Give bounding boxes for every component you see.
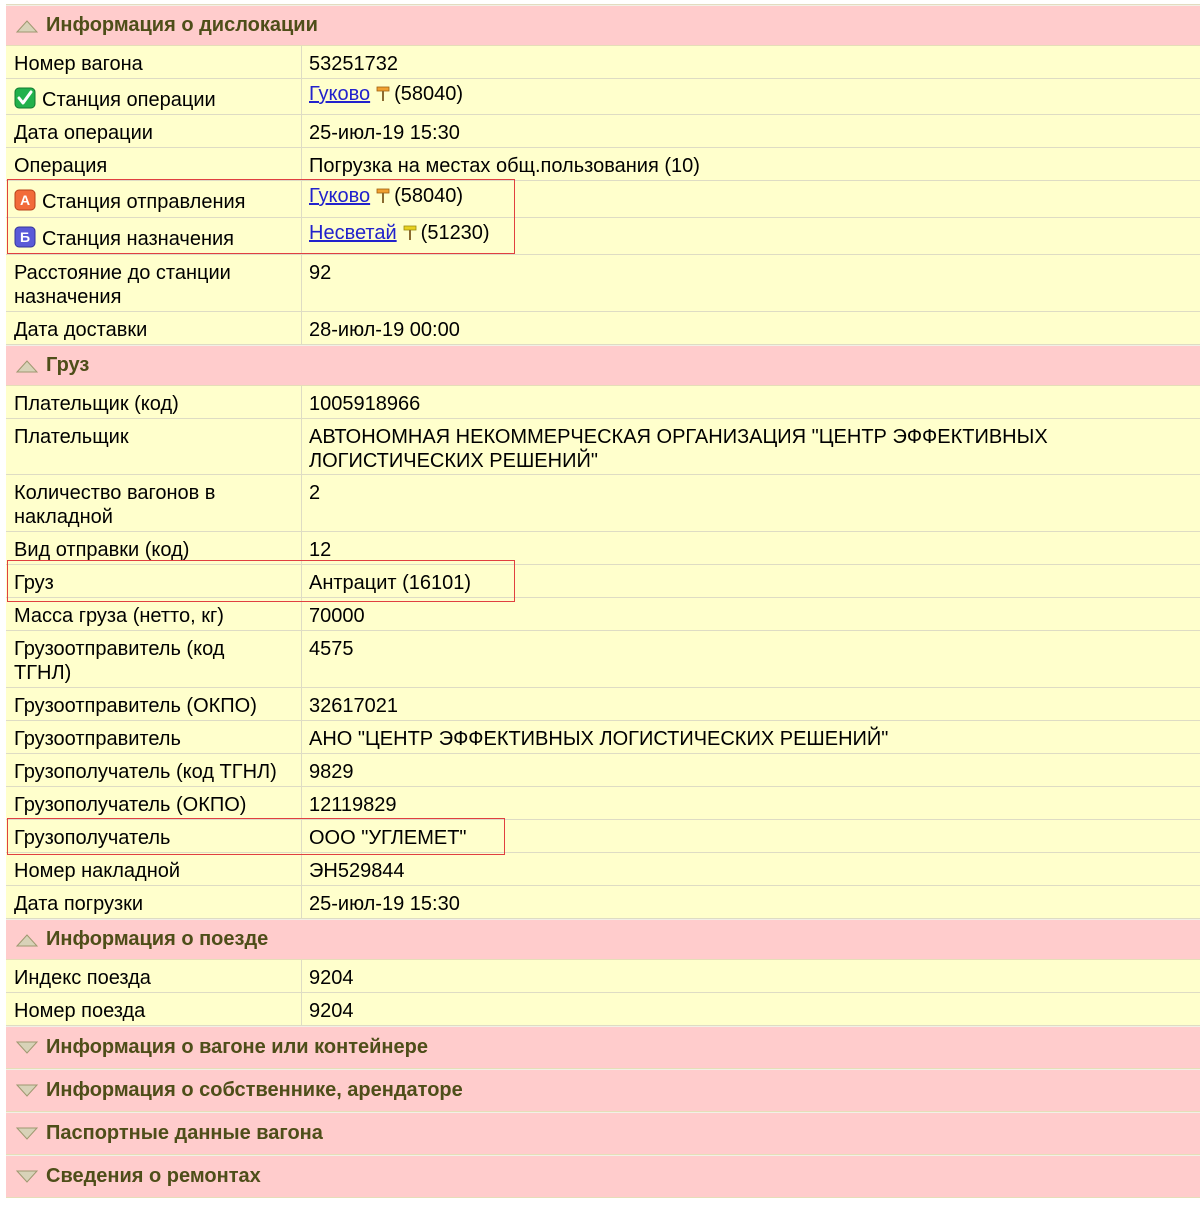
field-label-line: Расстояние до станции (14, 262, 231, 284)
field-label-with-icon (6, 218, 302, 254)
field-label (6, 631, 302, 687)
row-shipper-okpo (6, 688, 1200, 721)
section-title: Информация о собственнике, арендаторе (46, 1079, 463, 1101)
field-label: Грузоотправитель (6, 721, 302, 753)
info-panel (6, 4, 1200, 1198)
field-value (302, 218, 1200, 254)
caret-up-icon (6, 356, 46, 376)
letter-b-icon (14, 226, 36, 254)
field-label-line: Грузоотправитель (код (14, 638, 225, 660)
field-label: Индекс поезда (6, 960, 302, 992)
field-value (302, 79, 1200, 114)
row-train-index (6, 960, 1200, 993)
field-label-with-icon (6, 79, 302, 114)
field-value: 53251732 (309, 53, 398, 75)
section-title: Груз (46, 354, 90, 376)
field-value: 25-июл-19 15:30 (309, 122, 460, 144)
station-link-departure[interactable]: Гуково (309, 185, 371, 207)
field-value: Антрацит (16101) (309, 572, 472, 594)
field-value: 32617021 (309, 695, 398, 717)
row-destination-station (6, 218, 1200, 255)
row-dispatch-type (6, 532, 1200, 565)
row-distance (6, 255, 1200, 312)
field-value: 28-июл-19 00:00 (309, 319, 460, 341)
section-title: Информация о дислокации (46, 14, 318, 36)
field-label-line: назначения (14, 286, 122, 308)
field-label: Вид отправки (код) (6, 532, 302, 564)
field-label: Плательщик (код) (6, 386, 302, 418)
field-value: 92 (309, 262, 332, 284)
field-label: Номер вагона (6, 46, 302, 78)
field-value: 70000 (309, 605, 365, 627)
row-operation-station (6, 79, 1200, 115)
field-label-line: ТГНЛ) (14, 662, 72, 684)
field-label-line: накладной (14, 506, 113, 528)
field-label: Дата погрузки (6, 886, 302, 918)
letter-a-icon (14, 189, 36, 217)
section-header-owner-lessee[interactable] (6, 1069, 1200, 1112)
field-label-with-icon (6, 181, 302, 217)
row-consignee (6, 820, 1200, 853)
row-wagon-number (6, 46, 1200, 79)
field-label (6, 475, 302, 531)
field-value: АНО "ЦЕНТР ЭФФЕКТИВНЫХ ЛОГИСТИЧЕСКИХ РЕШЕНИЙ" (309, 728, 889, 750)
row-delivery-date (6, 312, 1200, 345)
field-label: Номер поезда (6, 993, 302, 1025)
field-value (302, 419, 1200, 474)
field-label: Грузополучатель (ОКПО) (6, 787, 302, 819)
field-value: 9829 (309, 761, 354, 783)
field-value-line: АВТОНОМНАЯ НЕКОММЕРЧЕСКАЯ ОРГАНИЗАЦИЯ "ЦЕНТР ЭФФЕКТИВНЫХ (309, 426, 1048, 448)
svg-text:Б: Б (19, 229, 31, 245)
section-title: Паспортные данные вагона (46, 1122, 323, 1144)
field-value: ООО "УГЛЕМЕТ" (309, 827, 467, 849)
row-waybill-number (6, 853, 1200, 886)
field-value: 9204 (309, 1000, 354, 1022)
field-label: Дата доставки (6, 312, 302, 344)
station-link-destination[interactable]: Несветай (309, 222, 397, 244)
field-label-line: Количество вагонов в (14, 482, 216, 504)
caret-up-icon (6, 930, 46, 950)
caret-down-icon (6, 1124, 46, 1144)
row-consignee-tgnl (6, 754, 1200, 787)
row-train-number (6, 993, 1200, 1026)
field-label: Станция отправления (42, 191, 246, 213)
field-value: 25-июл-19 15:30 (309, 893, 460, 915)
map-pin-icon[interactable] (376, 186, 390, 210)
map-pin-icon[interactable] (403, 223, 417, 247)
field-label: Станция операции (42, 89, 216, 111)
field-value: 9204 (309, 967, 354, 989)
field-label: Станция назначения (42, 228, 234, 250)
row-operation-date (6, 115, 1200, 148)
row-cargo (6, 565, 1200, 598)
map-pin-icon[interactable] (376, 84, 390, 108)
field-label: Операция (6, 148, 302, 180)
field-value: 12 (309, 539, 332, 561)
field-value (302, 181, 1200, 217)
field-label (6, 255, 302, 311)
field-label: Грузополучатель (6, 820, 302, 852)
caret-down-icon (6, 1081, 46, 1101)
row-departure-station (6, 181, 1200, 218)
row-operation (6, 148, 1200, 181)
field-value: 12119829 (309, 794, 397, 816)
field-label: Грузополучатель (код ТГНЛ) (6, 754, 302, 786)
row-loading-date (6, 886, 1200, 919)
station-link-operation[interactable]: Гуково (309, 83, 371, 105)
station-code: (58040) (394, 83, 464, 105)
field-label: Грузоотправитель (ОКПО) (6, 688, 302, 720)
row-payer (6, 419, 1200, 475)
row-shipper (6, 721, 1200, 754)
field-value-line: ЛОГИСТИЧЕСКИХ РЕШЕНИЙ" (309, 450, 598, 472)
field-label: Плательщик (6, 419, 302, 474)
row-wagon-count (6, 475, 1200, 532)
station-code: (58040) (394, 185, 464, 207)
green-check-icon (14, 87, 36, 115)
section-header-train[interactable] (6, 919, 1200, 960)
svg-text:A: A (19, 192, 31, 208)
field-label: Груз (6, 565, 302, 597)
field-label: Масса груза (нетто, кг) (6, 598, 302, 630)
section-header-wagon-passport[interactable] (6, 1112, 1200, 1155)
section-title: Сведения о ремонтах (46, 1165, 261, 1187)
caret-up-icon (6, 16, 46, 36)
section-header-cargo[interactable] (6, 345, 1200, 386)
station-code: (51230) (420, 222, 490, 244)
section-title: Информация о вагоне или контейнере (46, 1036, 428, 1058)
field-value: ЭН529844 (309, 860, 405, 882)
field-value: 1005918966 (309, 393, 421, 415)
section-header-repairs[interactable] (6, 1155, 1200, 1198)
field-label: Номер накладной (6, 853, 302, 885)
field-label: Дата операции (6, 115, 302, 147)
field-value: Погрузка на местах общ.пользования (10) (309, 155, 700, 177)
caret-down-icon (6, 1038, 46, 1058)
field-value: 2 (309, 482, 321, 504)
row-consignee-okpo (6, 787, 1200, 820)
caret-down-icon (6, 1167, 46, 1187)
row-cargo-mass (6, 598, 1200, 631)
row-payer-code (6, 386, 1200, 419)
row-shipper-tgnl (6, 631, 1200, 688)
section-header-wagon-container[interactable] (6, 1026, 1200, 1069)
section-header-dislocation[interactable] (6, 5, 1200, 46)
section-title: Информация о поезде (46, 928, 269, 950)
field-value: 4575 (309, 638, 354, 660)
